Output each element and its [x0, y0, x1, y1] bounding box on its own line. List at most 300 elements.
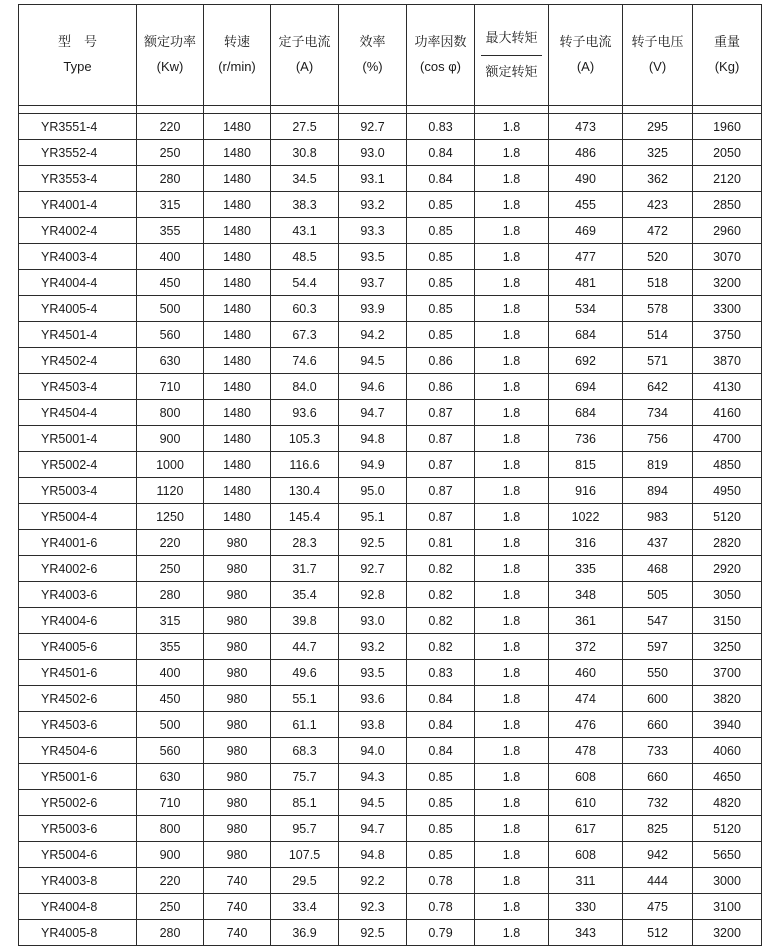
cell-power-factor: 0.85 [407, 816, 475, 842]
cell-speed: 980 [204, 582, 271, 608]
cell-rotor-current: 610 [549, 790, 623, 816]
cell-stator-current: 74.6 [271, 348, 339, 374]
cell-rotor-voltage: 468 [623, 556, 693, 582]
header-rated-power [137, 5, 204, 106]
cell-model: YR5002-6 [19, 790, 137, 816]
cell-rotor-current: 469 [549, 218, 623, 244]
cell-rotor-current: 316 [549, 530, 623, 556]
cell-stator-current: 36.9 [271, 920, 339, 946]
cell-speed: 1480 [204, 478, 271, 504]
cell-power-factor: 0.84 [407, 686, 475, 712]
cell-speed: 980 [204, 608, 271, 634]
cell-torque-ratio: 1.8 [475, 634, 549, 660]
cell-power-factor: 0.82 [407, 634, 475, 660]
cell-rated-power: 1000 [137, 452, 204, 478]
cell-stator-current: 31.7 [271, 556, 339, 582]
cell-speed: 740 [204, 920, 271, 946]
cell-power-factor: 0.84 [407, 738, 475, 764]
cell-stator-current: 68.3 [271, 738, 339, 764]
cell-efficiency: 94.7 [339, 816, 407, 842]
cell-rotor-current: 460 [549, 660, 623, 686]
cell-stator-current: 34.5 [271, 166, 339, 192]
cell-efficiency: 93.0 [339, 140, 407, 166]
cell-rated-power: 560 [137, 322, 204, 348]
cell-rotor-current: 692 [549, 348, 623, 374]
cell-rotor-current: 343 [549, 920, 623, 946]
cell-speed: 980 [204, 790, 271, 816]
cell-rotor-current: 311 [549, 868, 623, 894]
cell-speed: 1480 [204, 114, 271, 140]
cell-model: YR3553-4 [19, 166, 137, 192]
table-row [19, 114, 762, 140]
cell-model: YR5001-6 [19, 764, 137, 790]
cell-model: YR4005-8 [19, 920, 137, 946]
cell-torque-ratio: 1.8 [475, 582, 549, 608]
cell-rated-power: 560 [137, 738, 204, 764]
cell-rotor-current: 476 [549, 712, 623, 738]
table-row [19, 764, 762, 790]
cell-power-factor: 0.85 [407, 296, 475, 322]
table-row [19, 738, 762, 764]
cell-rated-power: 400 [137, 660, 204, 686]
cell-power-factor: 0.85 [407, 842, 475, 868]
cell-rotor-current: 916 [549, 478, 623, 504]
cell-rotor-voltage: 475 [623, 894, 693, 920]
cell-rotor-current: 684 [549, 400, 623, 426]
cell-efficiency: 94.5 [339, 790, 407, 816]
cell-power-factor: 0.87 [407, 478, 475, 504]
cell-rated-power: 280 [137, 920, 204, 946]
table-row [19, 660, 762, 686]
table-row [19, 374, 762, 400]
cell-speed: 980 [204, 842, 271, 868]
cell-efficiency: 93.2 [339, 634, 407, 660]
cell-model: YR4004-8 [19, 894, 137, 920]
table-header [19, 5, 762, 106]
cell-efficiency: 92.5 [339, 920, 407, 946]
header-label-denominator: 额定转矩 [485, 63, 538, 79]
cell-rotor-current: 361 [549, 608, 623, 634]
cell-rotor-voltage: 660 [623, 764, 693, 790]
cell-rotor-voltage: 437 [623, 530, 693, 556]
cell-stator-current: 38.3 [271, 192, 339, 218]
header-label-unit: (r/min) [218, 59, 256, 74]
cell-rotor-voltage: 295 [623, 114, 693, 140]
table-row [19, 244, 762, 270]
cell-rated-power: 250 [137, 140, 204, 166]
cell-torque-ratio: 1.8 [475, 894, 549, 920]
header-label-cn: 型 号 [57, 34, 97, 50]
cell-power-factor: 0.87 [407, 452, 475, 478]
cell-rotor-voltage: 942 [623, 842, 693, 868]
cell-rated-power: 900 [137, 426, 204, 452]
cell-torque-ratio: 1.8 [475, 790, 549, 816]
cell-model: YR4501-4 [19, 322, 137, 348]
cell-rated-power: 250 [137, 556, 204, 582]
cell-efficiency: 93.9 [339, 296, 407, 322]
cell-model: YR4001-4 [19, 192, 137, 218]
cell-efficiency: 94.3 [339, 764, 407, 790]
cell-speed: 980 [204, 738, 271, 764]
cell-weight: 3700 [693, 660, 762, 686]
cell-rotor-voltage: 600 [623, 686, 693, 712]
cell-stator-current: 49.6 [271, 660, 339, 686]
header-label-cn: 定子电流 [278, 34, 331, 50]
cell-power-factor: 0.87 [407, 426, 475, 452]
cell-weight: 3200 [693, 270, 762, 296]
cell-speed: 980 [204, 530, 271, 556]
cell-rotor-current: 490 [549, 166, 623, 192]
cell-torque-ratio: 1.8 [475, 322, 549, 348]
cell-torque-ratio: 1.8 [475, 738, 549, 764]
cell-rotor-current: 815 [549, 452, 623, 478]
header-label-unit: Type [63, 59, 92, 74]
cell-model: YR4502-6 [19, 686, 137, 712]
cell-rotor-current: 608 [549, 764, 623, 790]
cell-weight: 2920 [693, 556, 762, 582]
header-label-cn: 重量 [713, 34, 740, 50]
cell-efficiency: 94.5 [339, 348, 407, 374]
cell-power-factor: 0.85 [407, 270, 475, 296]
cell-stator-current: 30.8 [271, 140, 339, 166]
header-rotor-voltage [623, 5, 693, 106]
header-label-cn: 额定功率 [143, 34, 196, 50]
cell-stator-current: 95.7 [271, 816, 339, 842]
table-row [19, 218, 762, 244]
cell-rotor-voltage: 362 [623, 166, 693, 192]
header-speed [204, 5, 271, 106]
cell-rated-power: 315 [137, 608, 204, 634]
cell-rated-power: 710 [137, 790, 204, 816]
cell-rotor-voltage: 819 [623, 452, 693, 478]
header-type [19, 5, 137, 106]
cell-stator-current: 130.4 [271, 478, 339, 504]
cell-model: YR5002-4 [19, 452, 137, 478]
cell-stator-current: 35.4 [271, 582, 339, 608]
cell-stator-current: 93.6 [271, 400, 339, 426]
cell-weight: 3870 [693, 348, 762, 374]
cell-rated-power: 900 [137, 842, 204, 868]
cell-torque-ratio: 1.8 [475, 400, 549, 426]
cell-torque-ratio: 1.8 [475, 556, 549, 582]
cell-weight: 5650 [693, 842, 762, 868]
cell-stator-current: 44.7 [271, 634, 339, 660]
cell-rotor-voltage: 732 [623, 790, 693, 816]
cell-weight: 3750 [693, 322, 762, 348]
cell-torque-ratio: 1.8 [475, 452, 549, 478]
cell-power-factor: 0.85 [407, 218, 475, 244]
cell-weight: 4700 [693, 426, 762, 452]
cell-rotor-voltage: 578 [623, 296, 693, 322]
cell-rotor-voltage: 642 [623, 374, 693, 400]
cell-rotor-voltage: 547 [623, 608, 693, 634]
table-row [19, 868, 762, 894]
cell-speed: 1480 [204, 504, 271, 530]
cell-stator-current: 116.6 [271, 452, 339, 478]
cell-efficiency: 95.0 [339, 478, 407, 504]
cell-weight: 3050 [693, 582, 762, 608]
cell-power-factor: 0.82 [407, 556, 475, 582]
cell-torque-ratio: 1.8 [475, 920, 549, 946]
cell-torque-ratio: 1.8 [475, 218, 549, 244]
table-row [19, 270, 762, 296]
cell-stator-current: 28.3 [271, 530, 339, 556]
cell-efficiency: 93.7 [339, 270, 407, 296]
cell-efficiency: 92.7 [339, 556, 407, 582]
cell-torque-ratio: 1.8 [475, 530, 549, 556]
table-row [19, 556, 762, 582]
cell-rotor-current: 736 [549, 426, 623, 452]
table-row [19, 166, 762, 192]
header-weight [693, 5, 762, 106]
cell-rotor-current: 478 [549, 738, 623, 764]
cell-torque-ratio: 1.8 [475, 296, 549, 322]
cell-stator-current: 75.7 [271, 764, 339, 790]
cell-rotor-current: 534 [549, 296, 623, 322]
table-row [19, 348, 762, 374]
cell-model: YR4503-4 [19, 374, 137, 400]
cell-torque-ratio: 1.8 [475, 114, 549, 140]
table-row [19, 400, 762, 426]
cell-rated-power: 280 [137, 582, 204, 608]
cell-speed: 980 [204, 556, 271, 582]
cell-weight: 3300 [693, 296, 762, 322]
cell-speed: 1480 [204, 218, 271, 244]
table-row [19, 426, 762, 452]
header-label-cn: 转子电压 [631, 34, 684, 50]
cell-efficiency: 94.6 [339, 374, 407, 400]
cell-stator-current: 61.1 [271, 712, 339, 738]
cell-rotor-current: 1022 [549, 504, 623, 530]
cell-rotor-voltage: 660 [623, 712, 693, 738]
cell-stator-current: 33.4 [271, 894, 339, 920]
table-row [19, 894, 762, 920]
cell-rotor-current: 477 [549, 244, 623, 270]
cell-speed: 980 [204, 634, 271, 660]
cell-stator-current: 48.5 [271, 244, 339, 270]
cell-stator-current: 55.1 [271, 686, 339, 712]
cell-torque-ratio: 1.8 [475, 686, 549, 712]
cell-speed: 1480 [204, 140, 271, 166]
cell-rated-power: 355 [137, 218, 204, 244]
cell-model: YR4504-4 [19, 400, 137, 426]
cell-stator-current: 29.5 [271, 868, 339, 894]
cell-torque-ratio: 1.8 [475, 868, 549, 894]
cell-power-factor: 0.78 [407, 894, 475, 920]
cell-power-factor: 0.83 [407, 114, 475, 140]
table-row [19, 296, 762, 322]
cell-weight: 2050 [693, 140, 762, 166]
cell-model: YR3552-4 [19, 140, 137, 166]
cell-torque-ratio: 1.8 [475, 764, 549, 790]
cell-rotor-current: 486 [549, 140, 623, 166]
cell-speed: 1480 [204, 322, 271, 348]
cell-weight: 4650 [693, 764, 762, 790]
cell-model: YR4003-6 [19, 582, 137, 608]
cell-efficiency: 93.1 [339, 166, 407, 192]
cell-model: YR4004-6 [19, 608, 137, 634]
cell-torque-ratio: 1.8 [475, 166, 549, 192]
cell-power-factor: 0.82 [407, 608, 475, 634]
cell-model: YR5003-6 [19, 816, 137, 842]
cell-stator-current: 27.5 [271, 114, 339, 140]
cell-rotor-current: 608 [549, 842, 623, 868]
cell-rated-power: 710 [137, 374, 204, 400]
cell-speed: 1480 [204, 296, 271, 322]
cell-speed: 1480 [204, 166, 271, 192]
table-row [19, 686, 762, 712]
cell-stator-current: 85.1 [271, 790, 339, 816]
cell-weight: 4130 [693, 374, 762, 400]
cell-model: YR5004-6 [19, 842, 137, 868]
cell-rotor-current: 330 [549, 894, 623, 920]
cell-efficiency: 93.2 [339, 192, 407, 218]
cell-efficiency: 92.8 [339, 582, 407, 608]
header-label-numerator: 最大转矩 [481, 26, 542, 56]
cell-weight: 5120 [693, 504, 762, 530]
cell-power-factor: 0.84 [407, 140, 475, 166]
table-row [19, 816, 762, 842]
table-row [19, 452, 762, 478]
table-row [19, 140, 762, 166]
cell-speed: 1480 [204, 192, 271, 218]
cell-efficiency: 92.7 [339, 114, 407, 140]
cell-efficiency: 94.8 [339, 426, 407, 452]
cell-rotor-current: 481 [549, 270, 623, 296]
cell-power-factor: 0.84 [407, 712, 475, 738]
cell-rotor-voltage: 325 [623, 140, 693, 166]
cell-rotor-voltage: 756 [623, 426, 693, 452]
cell-efficiency: 93.5 [339, 244, 407, 270]
cell-power-factor: 0.85 [407, 244, 475, 270]
table-body [19, 106, 762, 946]
cell-rotor-voltage: 505 [623, 582, 693, 608]
cell-rated-power: 400 [137, 244, 204, 270]
cell-weight: 3100 [693, 894, 762, 920]
cell-efficiency: 94.2 [339, 322, 407, 348]
header-label-unit: (%) [362, 59, 383, 74]
cell-efficiency: 93.3 [339, 218, 407, 244]
cell-weight: 3070 [693, 244, 762, 270]
header-label-unit: (A) [295, 59, 314, 74]
cell-speed: 1480 [204, 244, 271, 270]
header-power-factor [407, 5, 475, 106]
cell-power-factor: 0.81 [407, 530, 475, 556]
cell-rated-power: 355 [137, 634, 204, 660]
cell-rotor-current: 617 [549, 816, 623, 842]
cell-rotor-current: 455 [549, 192, 623, 218]
cell-rotor-voltage: 597 [623, 634, 693, 660]
cell-torque-ratio: 1.8 [475, 374, 549, 400]
cell-weight: 2850 [693, 192, 762, 218]
cell-efficiency: 94.0 [339, 738, 407, 764]
cell-power-factor: 0.85 [407, 192, 475, 218]
header-label-cn: 转子电流 [559, 34, 612, 50]
cell-speed: 980 [204, 712, 271, 738]
cell-efficiency: 92.2 [339, 868, 407, 894]
cell-model: YR4003-8 [19, 868, 137, 894]
cell-rotor-current: 694 [549, 374, 623, 400]
cell-rotor-voltage: 734 [623, 400, 693, 426]
cell-rated-power: 450 [137, 686, 204, 712]
cell-power-factor: 0.82 [407, 582, 475, 608]
header-efficiency [339, 5, 407, 106]
cell-power-factor: 0.79 [407, 920, 475, 946]
table-row [19, 504, 762, 530]
cell-power-factor: 0.86 [407, 348, 475, 374]
cell-power-factor: 0.85 [407, 764, 475, 790]
cell-weight: 3940 [693, 712, 762, 738]
header-label-cn: 转速 [223, 34, 250, 50]
cell-speed: 740 [204, 868, 271, 894]
cell-rotor-voltage: 894 [623, 478, 693, 504]
cell-model: YR5001-4 [19, 426, 137, 452]
header-label-cn: 效率 [359, 34, 386, 50]
cell-rated-power: 630 [137, 764, 204, 790]
table-row [19, 322, 762, 348]
cell-speed: 1480 [204, 348, 271, 374]
cell-rotor-current: 335 [549, 556, 623, 582]
cell-rotor-voltage: 983 [623, 504, 693, 530]
cell-rotor-voltage: 423 [623, 192, 693, 218]
cell-weight: 3820 [693, 686, 762, 712]
cell-weight: 1960 [693, 114, 762, 140]
cell-speed: 1480 [204, 426, 271, 452]
header-label-unit: (Kg) [714, 59, 740, 74]
cell-stator-current: 105.3 [271, 426, 339, 452]
cell-model: YR4002-6 [19, 556, 137, 582]
header-label-unit: (cos φ) [420, 59, 461, 74]
cell-efficiency: 94.8 [339, 842, 407, 868]
cell-efficiency: 93.5 [339, 660, 407, 686]
cell-power-factor: 0.87 [407, 504, 475, 530]
header-label-unit: (A) [576, 59, 595, 74]
cell-rated-power: 220 [137, 530, 204, 556]
cell-stator-current: 84.0 [271, 374, 339, 400]
cell-rated-power: 500 [137, 712, 204, 738]
cell-torque-ratio: 1.8 [475, 816, 549, 842]
cell-rotor-voltage: 518 [623, 270, 693, 296]
cell-weight: 3150 [693, 608, 762, 634]
cell-torque-ratio: 1.8 [475, 842, 549, 868]
cell-speed: 1480 [204, 374, 271, 400]
table-row [19, 790, 762, 816]
cell-model: YR4504-6 [19, 738, 137, 764]
cell-power-factor: 0.84 [407, 166, 475, 192]
cell-model: YR4503-6 [19, 712, 137, 738]
table-row [19, 634, 762, 660]
cell-stator-current: 39.8 [271, 608, 339, 634]
table-row [19, 582, 762, 608]
cell-model: YR5003-4 [19, 478, 137, 504]
cell-power-factor: 0.87 [407, 400, 475, 426]
cell-rated-power: 315 [137, 192, 204, 218]
cell-efficiency: 92.5 [339, 530, 407, 556]
cell-model: YR4001-6 [19, 530, 137, 556]
cell-rotor-voltage: 444 [623, 868, 693, 894]
cell-weight: 4060 [693, 738, 762, 764]
cell-rated-power: 800 [137, 816, 204, 842]
cell-efficiency: 94.9 [339, 452, 407, 478]
header-torque-ratio [475, 5, 549, 106]
cell-rated-power: 220 [137, 114, 204, 140]
cell-efficiency: 93.6 [339, 686, 407, 712]
cell-rated-power: 1250 [137, 504, 204, 530]
cell-rated-power: 1120 [137, 478, 204, 504]
cell-power-factor: 0.85 [407, 322, 475, 348]
header-label-unit: (V) [648, 59, 667, 74]
cell-model: YR4002-4 [19, 218, 137, 244]
